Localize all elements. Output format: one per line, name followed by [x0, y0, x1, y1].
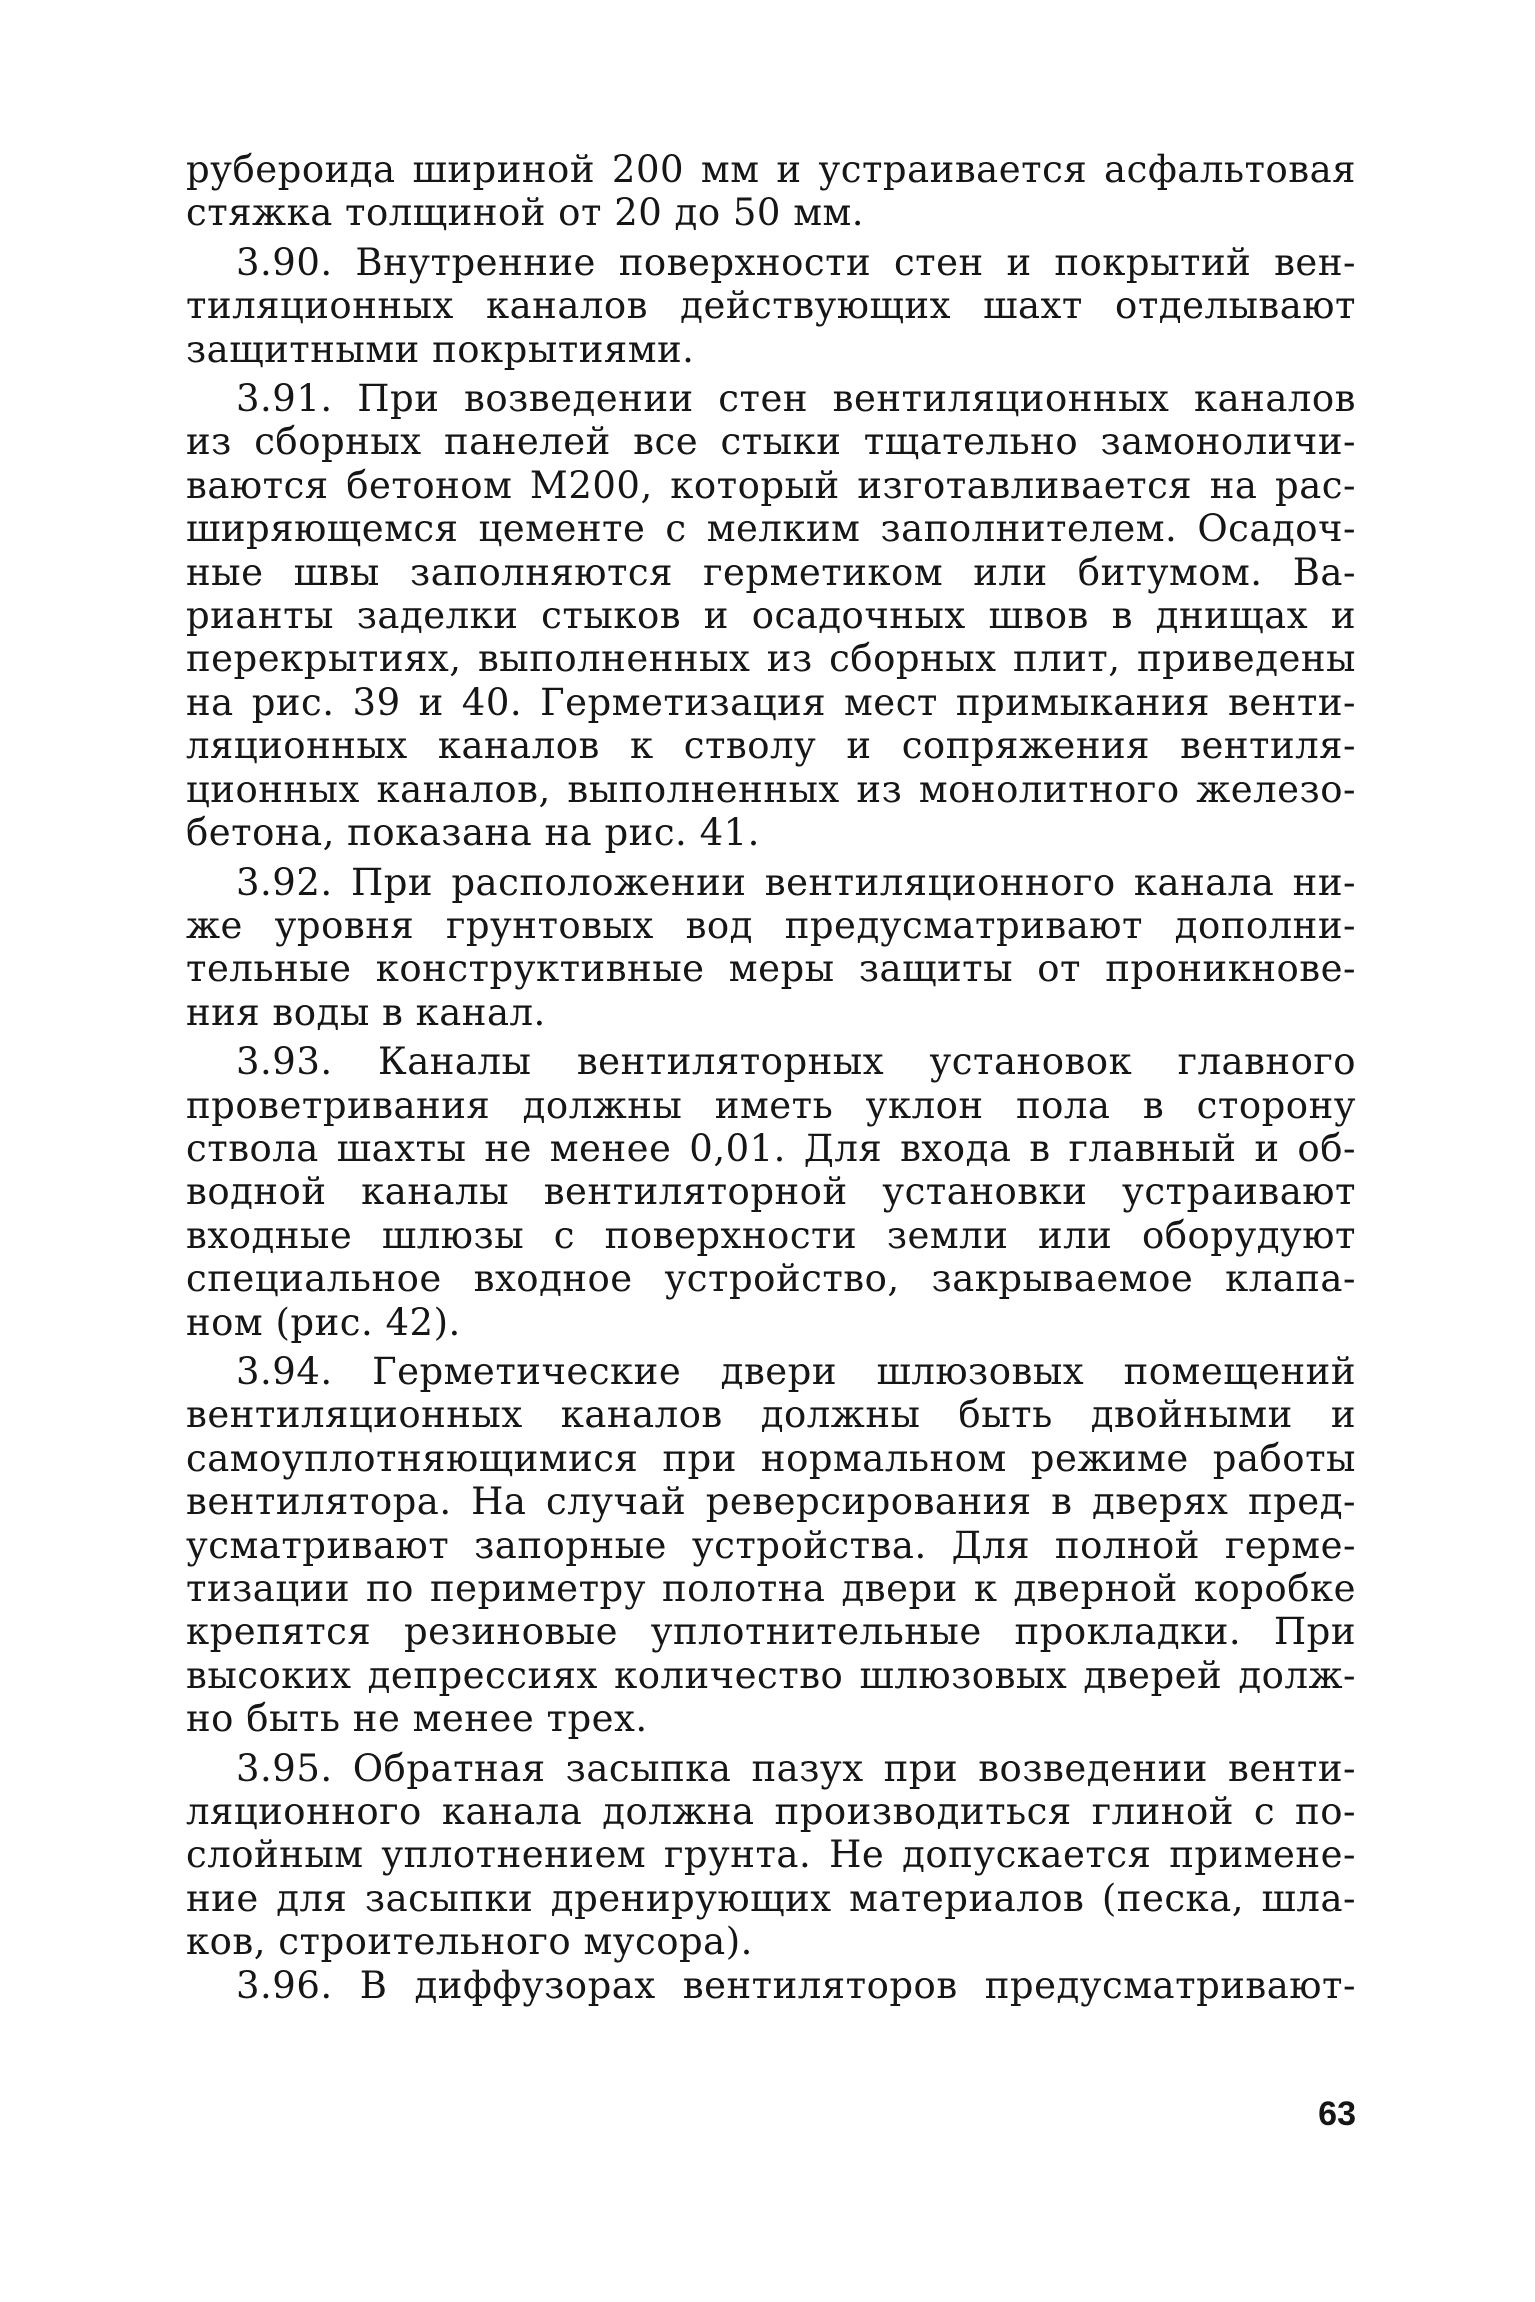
- text-line: стяжка толщиной от 20 до 50 мм.: [186, 191, 865, 235]
- text-line: самоуплотняющимися при нормальном режиме работы: [186, 1436, 1356, 1480]
- text-line: проветривания должны иметь уклон пола в сторону: [186, 1083, 1356, 1127]
- text-line: защитными покрытиями.: [186, 327, 695, 371]
- text-line: крепятся резиновые уплотнительные прокладки. При: [186, 1610, 1356, 1654]
- text-line: бетона, показана на рис. 41.: [186, 811, 760, 855]
- text-line: ционных каналов, выполненных из монолитного железо-: [186, 767, 1356, 811]
- text-line: ляционного канала должна производиться глиной с по-: [186, 1790, 1356, 1834]
- text-line: же уровня грунтовых вод предусматривают дополни-: [186, 903, 1356, 947]
- text-line: входные шлюзы с поверхности земли или оборудуют: [186, 1213, 1356, 1257]
- text-line: рубероида шириной 200 мм и устраивается асфальтовая: [186, 148, 1356, 191]
- text-line: тиляционных каналов действующих шахт отделывают: [186, 284, 1356, 328]
- text-line: но быть не менее трех.: [186, 1697, 648, 1741]
- page-body: [186, 148, 1356, 2007]
- text-line: ние для засыпки дренирующих материалов (песка, шла-: [186, 1876, 1356, 1920]
- paragraph-3-91: [186, 377, 1356, 854]
- text-line: высоких депрессиях количество шлюзовых дверей долж-: [186, 1653, 1356, 1697]
- text-line: ном (рис. 42).: [186, 1300, 461, 1344]
- text-line: тельные конструктивные меры защиты от проникнове-: [186, 947, 1356, 991]
- text-line: 3.91. При возведении стен вентиляционных каналов: [236, 377, 1356, 421]
- paragraph-3-94: [186, 1350, 1356, 1741]
- text-line: слойным уплотнением грунта. Не допускается примене-: [186, 1833, 1356, 1877]
- text-line: ков, строительного мусора).: [186, 1920, 753, 1964]
- paragraph-3-90: [186, 241, 1356, 371]
- text-line: ния воды в канал.: [186, 990, 546, 1034]
- paragraph-continuation: [186, 148, 1356, 235]
- text-line: 3.90. Внутренние поверхности стен и покрытий вен-: [236, 240, 1356, 284]
- text-line: вентиляционных каналов должны быть двойными и: [186, 1393, 1356, 1437]
- text-line: тизации по периметру полотна двери к дверной коробке: [186, 1567, 1356, 1610]
- paragraph-3-92: [186, 861, 1356, 1035]
- paragraph-3-95: [186, 1747, 1356, 1964]
- paragraph-3-96: [186, 1964, 1356, 2007]
- text-line: 3.95. Обратная засыпка пазух при возведении венти-: [236, 1746, 1356, 1790]
- text-line: 3.96. В диффузорах вентиляторов предусматривают-: [236, 1963, 1356, 2007]
- text-line: ные швы заполняются герметиком или битумом. Ва-: [186, 550, 1356, 594]
- text-line: на рис. 39 и 40. Герметизация мест примыкания венти-: [186, 680, 1356, 724]
- text-line: перекрытиях, выполненных из сборных плит, приведены: [186, 637, 1356, 681]
- text-line: ляционных каналов к стволу и сопряжения вентиля-: [186, 724, 1356, 768]
- page-number: 63: [1318, 2095, 1356, 2133]
- paragraph-3-93: [186, 1040, 1356, 1344]
- text-line: усматривают запорные устройства. Для полной герме-: [186, 1523, 1356, 1567]
- text-line: 3.94. Герметические двери шлюзовых помещений: [236, 1349, 1356, 1393]
- text-line: ствола шахты не менее 0,01. Для входа в главный и об-: [186, 1126, 1356, 1170]
- text-line: специальное входное устройство, закрываемое клапа-: [186, 1257, 1356, 1301]
- text-line: 3.92. При расположении вентиляционного канала ни-: [236, 860, 1356, 904]
- text-line: 3.93. Каналы вентиляторных установок главного: [236, 1040, 1356, 1084]
- text-line: ширяющемся цементе с мелким заполнителем. Осадоч-: [186, 507, 1356, 551]
- text-line: водной каналы вентиляторной установки устраивают: [186, 1170, 1356, 1214]
- text-line: из сборных панелей все стыки тщательно замоноличи-: [186, 420, 1356, 464]
- text-line: ваются бетоном М200, который изготавливается на рас-: [186, 463, 1356, 507]
- text-line: рианты заделки стыков и осадочных швов в днищах и: [186, 594, 1356, 638]
- text-line: вентилятора. На случай реверсирования в дверях пред-: [186, 1480, 1356, 1524]
